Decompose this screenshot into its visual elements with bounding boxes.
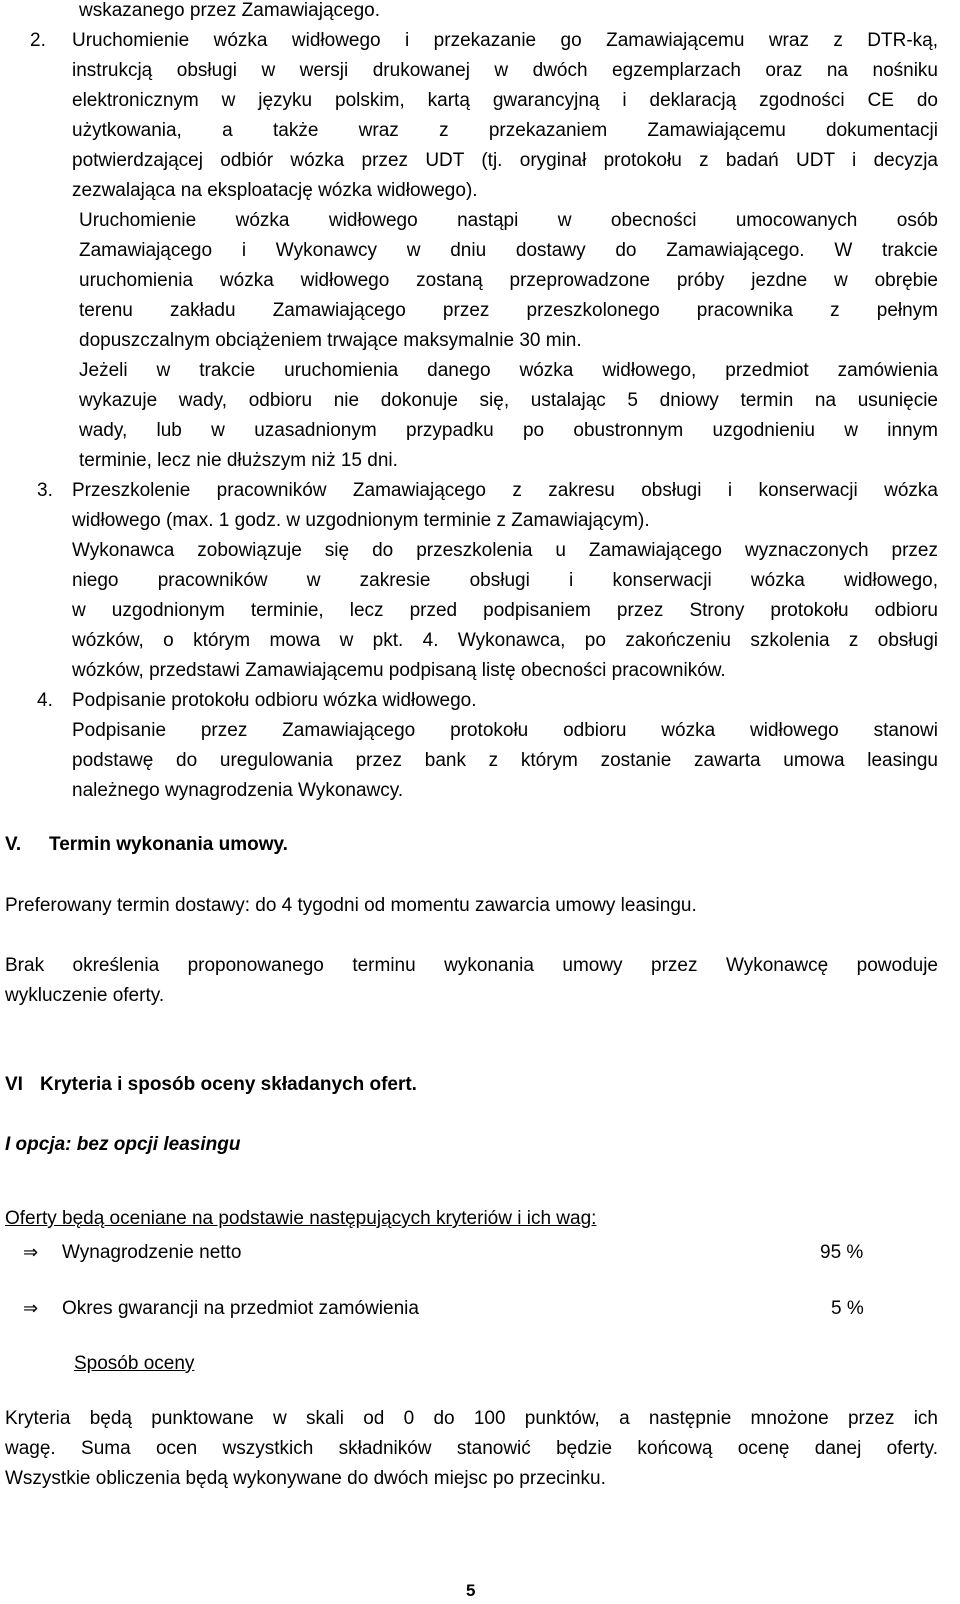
text-line: w uzgodnionym terminie, lecz przed podpisaniem przez Strony protokołu odbioru	[72, 600, 938, 621]
method-heading: Sposób oceny	[74, 1353, 195, 1374]
text-line: Wykonawca zobowiązuje się do przeszkolenia u Zamawiającego wyznaczonych przez	[72, 540, 938, 561]
text-line: uruchomienia wózka widłowego zostaną przeprowadzone próby jezdne w obrębie	[79, 270, 938, 291]
list-item-title: Podpisanie protokołu odbioru wózka widłowego.	[72, 690, 477, 711]
text-line: Podpisanie przez Zamawiającego protokołu odbioru wózka widłowego stanowi	[72, 720, 938, 741]
text-line: elektronicznym w języku polskim, kartą gwarancyjną i deklaracją zgodności CE do	[72, 90, 938, 111]
text-line: terenu zakładu Zamawiającego przez przeszkolonego pracownika z pełnym	[79, 300, 938, 321]
arrow-right-icon: ⇒	[23, 1298, 39, 1319]
text-line: Preferowany termin dostawy: do 4 tygodni od momentu zawarcia umowy leasingu.	[5, 895, 697, 916]
list-number: 3.	[37, 480, 53, 501]
text-line: wady, lub w uzasadnionym przypadku po obustronnym uzgodnieniu w innym	[79, 420, 938, 441]
text-line: Brak określenia proponowanego terminu wykonania umowy przez Wykonawcę powoduje	[5, 955, 938, 976]
criterion-weight: 95 %	[820, 1242, 864, 1263]
criterion-label: Wynagrodzenie netto	[62, 1242, 242, 1263]
text-line: użytkowania, a także wraz z przekazaniem Zamawiającemu dokumentacji	[72, 120, 938, 141]
page-number: 5	[466, 1581, 476, 1600]
text-line: wykluczenie oferty.	[5, 985, 165, 1006]
text-line: zezwalająca na eksploatację wózka widłowego).	[72, 180, 478, 201]
text-line: Uruchomienie wózka widłowego i przekazanie go Zamawiającemu wraz z DTR-ką,	[72, 30, 938, 51]
text-line: terminie, lecz nie dłuższym niż 15 dni.	[79, 450, 398, 471]
text-line: instrukcją obsługi w wersji drukowanej w dwóch egzemplarzach oraz na nośniku	[72, 60, 938, 81]
text-line: wskazanego przez Zamawiającego.	[79, 0, 380, 21]
section-number: VI	[5, 1074, 23, 1095]
section-number: V.	[5, 834, 22, 855]
text-line: Wszystkie obliczenia będą wykonywane do dwóch miejsc po przecinku.	[5, 1468, 606, 1489]
text-line: Przeszkolenie pracowników Zamawiającego z zakresu obsługi i konserwacji wózka	[72, 480, 938, 501]
text-line: potwierdzającej odbiór wózka przez UDT (tj. oryginał protokołu z badań UDT i decyzja	[72, 150, 938, 171]
text-line: wózków, o którym mowa w pkt. 4. Wykonawca, po zakończeniu szkolenia z obsługi	[72, 630, 938, 651]
list-number: 2.	[30, 30, 46, 51]
criterion-label: Okres gwarancji na przedmiot zamówienia	[62, 1298, 419, 1319]
section-title: Termin wykonania umowy.	[49, 834, 288, 855]
criterion-weight: 5 %	[831, 1298, 864, 1319]
text-line: wykazuje wady, odbioru nie dokonuje się, ustalając 5 dniowy termin na usunięcie	[79, 390, 938, 411]
list-number: 4.	[37, 690, 53, 711]
text-line: niego pracowników w zakresie obsługi i konserwacji wózka widłowego,	[72, 570, 938, 591]
text-line: należnego wynagrodzenia Wykonawcy.	[72, 780, 404, 801]
text-line: Kryteria będą punktowane w skali od 0 do 100 punktów, a następnie mnożone przez ich	[5, 1408, 938, 1429]
text-line: Zamawiającego i Wykonawcy w dniu dostawy do Zamawiającego. W trakcie	[79, 240, 938, 261]
section-title: Kryteria i sposób oceny składanych ofert.	[40, 1074, 417, 1095]
arrow-right-icon: ⇒	[23, 1242, 39, 1263]
option-heading: I opcja: bez opcji leasingu	[5, 1134, 241, 1155]
text-line: wózków, przedstawi Zamawiającemu podpisaną listę obecności pracowników.	[72, 660, 726, 681]
text-line: podstawę do uregulowania przez bank z którym zostanie zawarta umowa leasingu	[72, 750, 938, 771]
text-line: wagę. Suma ocen wszystkich składników stanowić będzie końcową ocenę danej oferty.	[5, 1438, 938, 1459]
text-line: dopuszczalnym obciążeniem trwające maksymalnie 30 min.	[79, 330, 582, 351]
text-line: Jeżeli w trakcie uruchomienia danego wózka widłowego, przedmiot zamówienia	[79, 360, 938, 381]
criteria-intro: Oferty będą oceniane na podstawie następujących kryteriów i ich wag:	[5, 1208, 597, 1229]
text-line: Uruchomienie wózka widłowego nastąpi w obecności umocowanych osób	[79, 210, 938, 231]
text-line: widłowego (max. 1 godz. w uzgodnionym terminie z Zamawiającym).	[72, 510, 650, 531]
